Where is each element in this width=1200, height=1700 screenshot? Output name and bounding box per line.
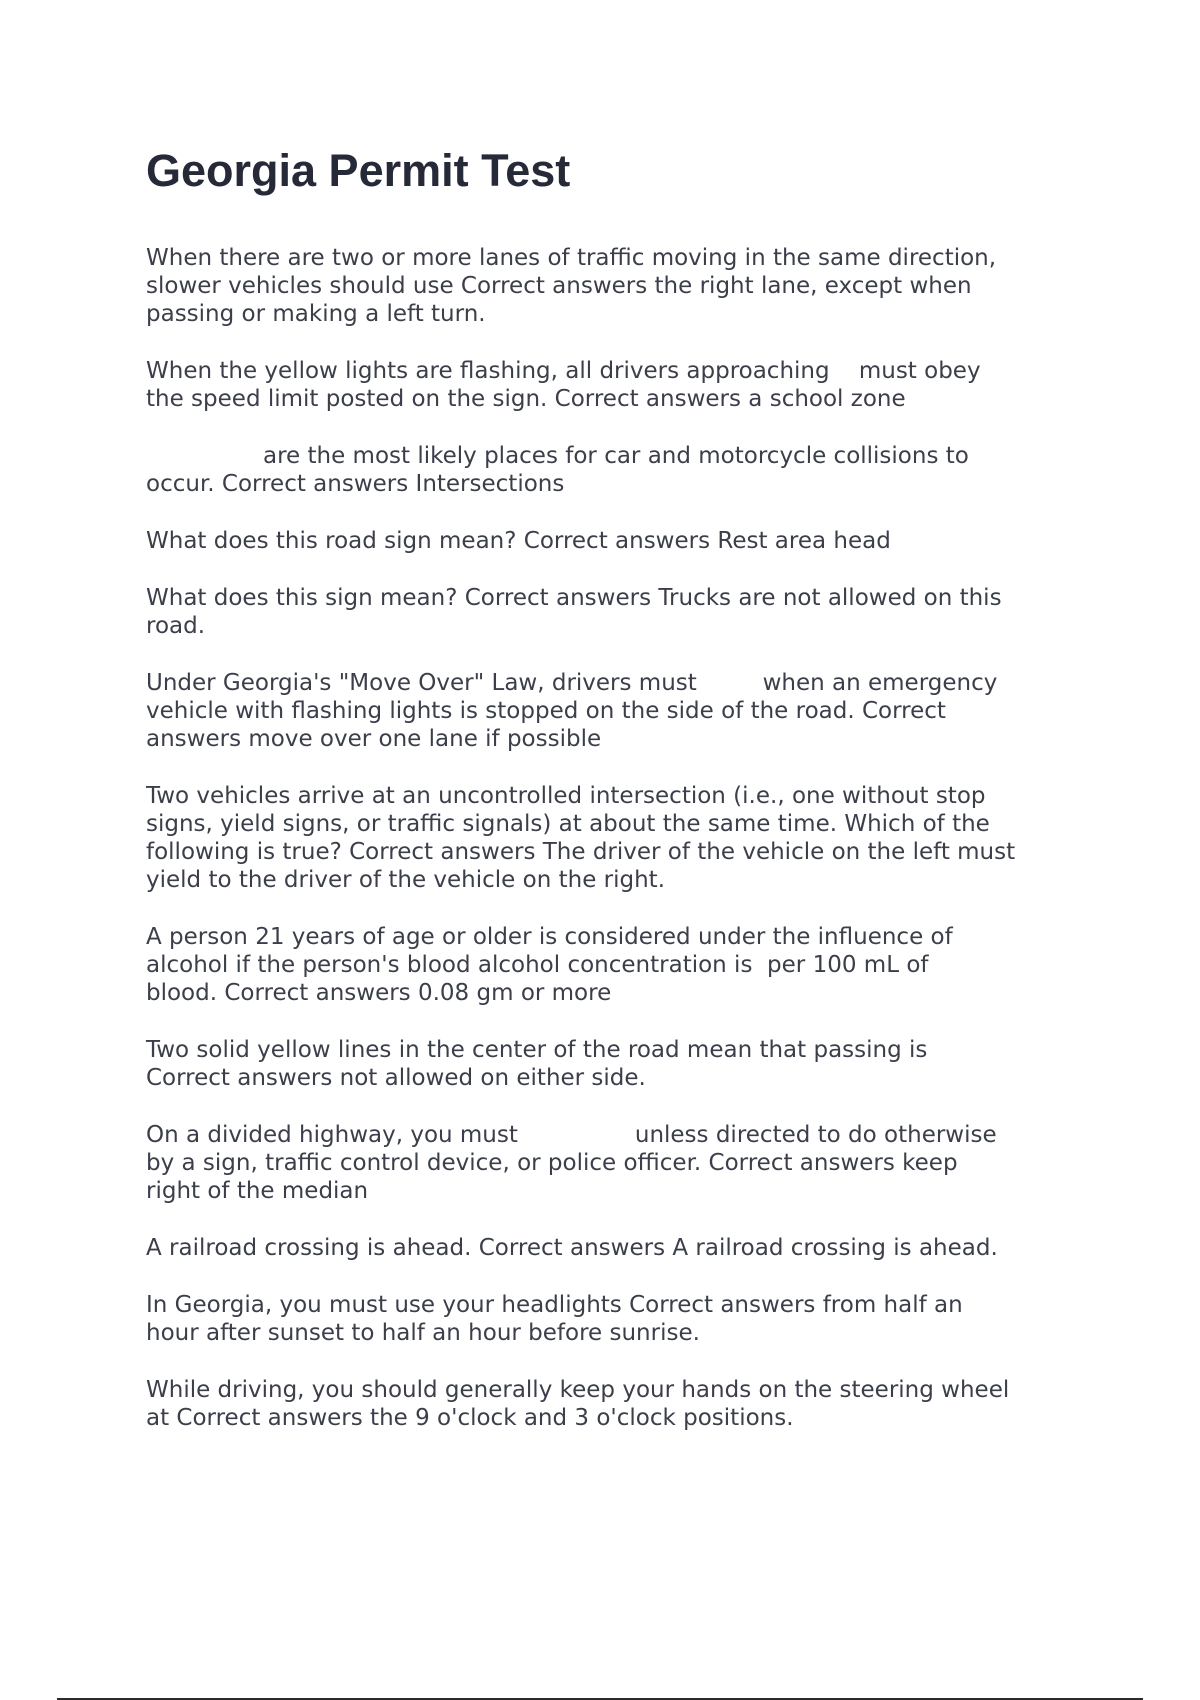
question-answer-13: While driving, you should generally keep your hands on the steering wheel at Correct answers the 9 o'clock and 3 o'clock positions. bbox=[146, 1377, 1010, 1431]
question-answer-12: In Georgia, you must use your headlights Correct answers from half an hour after sunset to half an hour before sunrise. bbox=[146, 1292, 963, 1346]
question-answer-6: Under Georgia's "Move Over" Law, drivers must when an emergency vehicle with flashing lights is stopped on the side of the road. Correct answers move over one lane if possible bbox=[146, 670, 998, 752]
document-content bbox=[146, 145, 1086, 1461]
question-answer-1: When there are two or more lanes of traffic moving in the same direction, slower vehicles should use Correct answers the right lane, except when passing or making a left turn. bbox=[146, 245, 997, 327]
question-answer-10: On a divided highway, you must unless directed to do otherwise by a sign, traffic control device, or police officer. Correct answers keep right of the median bbox=[146, 1122, 997, 1204]
question-answer-5: What does this sign mean? Correct answers Trucks are not allowed on this road. bbox=[146, 585, 1002, 639]
page-title: Georgia Permit Test bbox=[146, 145, 571, 196]
question-answer-3: are the most likely places for car and motorcycle collisions to occur. Correct answers Intersections bbox=[146, 443, 969, 497]
question-answer-8: A person 21 years of age or older is considered under the influence of alcohol if the person's blood alcohol concentration is per 100 mL of blood. Correct answers 0.08 gm or more bbox=[146, 924, 953, 1006]
question-answer-9: Two solid yellow lines in the center of the road mean that passing is Correct answers not allowed on either side. bbox=[146, 1037, 928, 1091]
question-answer-4: What does this road sign mean? Correct answers Rest area head bbox=[146, 528, 891, 554]
question-answer-7: Two vehicles arrive at an uncontrolled intersection (i.e., one without stop signs, yield signs, or traffic signals) at about the same time. Which of the following is true? Correct answers The driver of the vehicle on the left must yield to the driver of the vehicle on the right. bbox=[146, 783, 1016, 893]
question-answer-11: A railroad crossing is ahead. Correct answers A railroad crossing is ahead. bbox=[146, 1235, 998, 1261]
question-answer-2: When the yellow lights are flashing, all drivers approaching must obey the speed limit posted on the sign. Correct answers a school zone bbox=[146, 358, 981, 412]
